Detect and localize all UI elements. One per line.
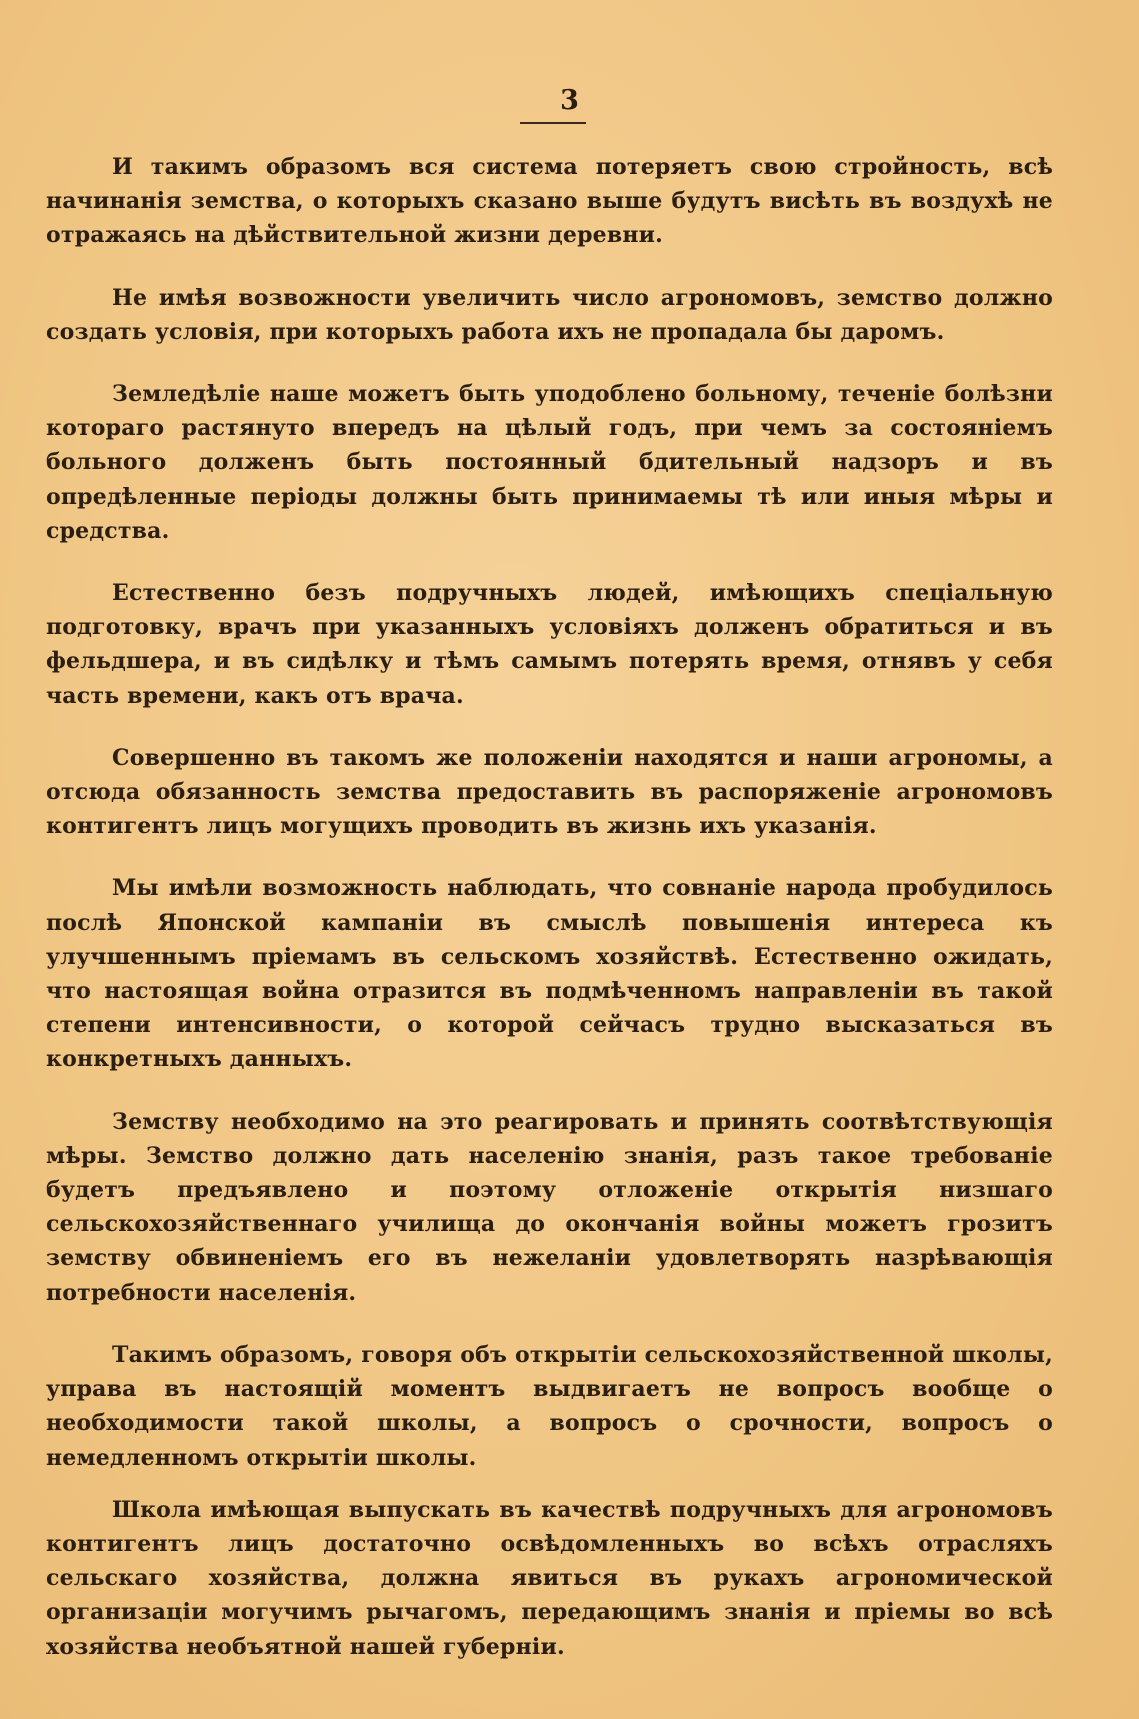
paragraph-4: Естественно безъ подручныхъ людей, имѣющихъ спеціальную подготовку, врачъ при указанныхъ условіяхъ долженъ обратиться и въ фельдшера, и въ сидѣлку и тѣмъ самымъ потерять время, отнявъ у себя часть времени, какъ отъ врача. xyxy=(46,580,1053,709)
paragraph-2: Не имѣя возвожности увеличить число агрономовъ, земство должно создать условія, при которыхъ работа ихъ не пропадала бы даромъ. xyxy=(46,284,1053,345)
page-number-rule xyxy=(520,122,586,124)
paragraph-1: И такимъ образомъ вся система потеряетъ свою стройность, всѣ начинанія земства, о которыхъ сказано выше будутъ висѣть въ воздухѣ не отражаясь на дѣйствительной жизни деревни. xyxy=(46,154,1053,249)
paragraph-9: Школа имѣющая выпускать въ качествѣ подручныхъ для агрономовъ контигентъ лицъ достаточно освѣдомленныхъ во всѣхъ отрасляхъ сельскаго хозяйства, должна явиться въ рукахъ агрономической организаціи могучимъ рычагомъ, передающимъ знанія и пріемы во всѣ хозяйства необъятной нашей губерніи. xyxy=(46,1496,1053,1660)
paragraph-6: Мы имѣли возможность наблюдать, что совнаніе народа пробудилось послѣ Японской кампаніи въ смыслѣ повышенія интереса къ улучшеннымъ пріемамъ въ сельскомъ хозяйствѣ. Естественно ожидать, что настоящая война отразится въ подмѣченномъ направленіи въ такой степени интенсивности, о которой сейчасъ трудно высказаться въ конкретныхъ данныхъ. xyxy=(46,875,1053,1073)
paragraph-3: Земледѣліе наше можетъ быть уподоблено больному, теченіе болѣзни котораго растянуто впередъ на цѣлый годъ, при чемъ за состояніемъ больного долженъ быть постоянный бдительный надзоръ и въ опредѣленные періоды должны быть принимаемы тѣ или иныя мѣры и средства. xyxy=(46,381,1053,544)
page-number: 3 xyxy=(560,85,579,116)
paragraph-5: Совершенно въ такомъ же положеніи находятся и наши агрономы, а отсюда обязанность земства предоставить въ распоряженіе агрономовъ контигентъ лицъ могущихъ проводить въ жизнь ихъ указанія. xyxy=(46,744,1053,840)
paragraph-8: Такимъ образомъ, говоря объ открытіи сельскохозяйственной школы, управа въ настоящій моментъ выдвигаетъ не вопросъ вообще о необходимости такой школы, а вопросъ о срочности, вопросъ о немедленномъ открытіи школы. xyxy=(46,1341,1053,1471)
paragraph-7: Земству необходимо на это реагировать и принять соотвѣтствующія мѣры. Земство должно дать населенію знанія, разъ такое требованіе будетъ предъявлено и поэтому отложеніе открытія низшаго сельскохозяйственнаго училища до окончанія войны можетъ грозитъ земству обвиненіемъ его въ нежеланіи удовлетворять назрѣвающія потребности населенія. xyxy=(46,1108,1053,1306)
